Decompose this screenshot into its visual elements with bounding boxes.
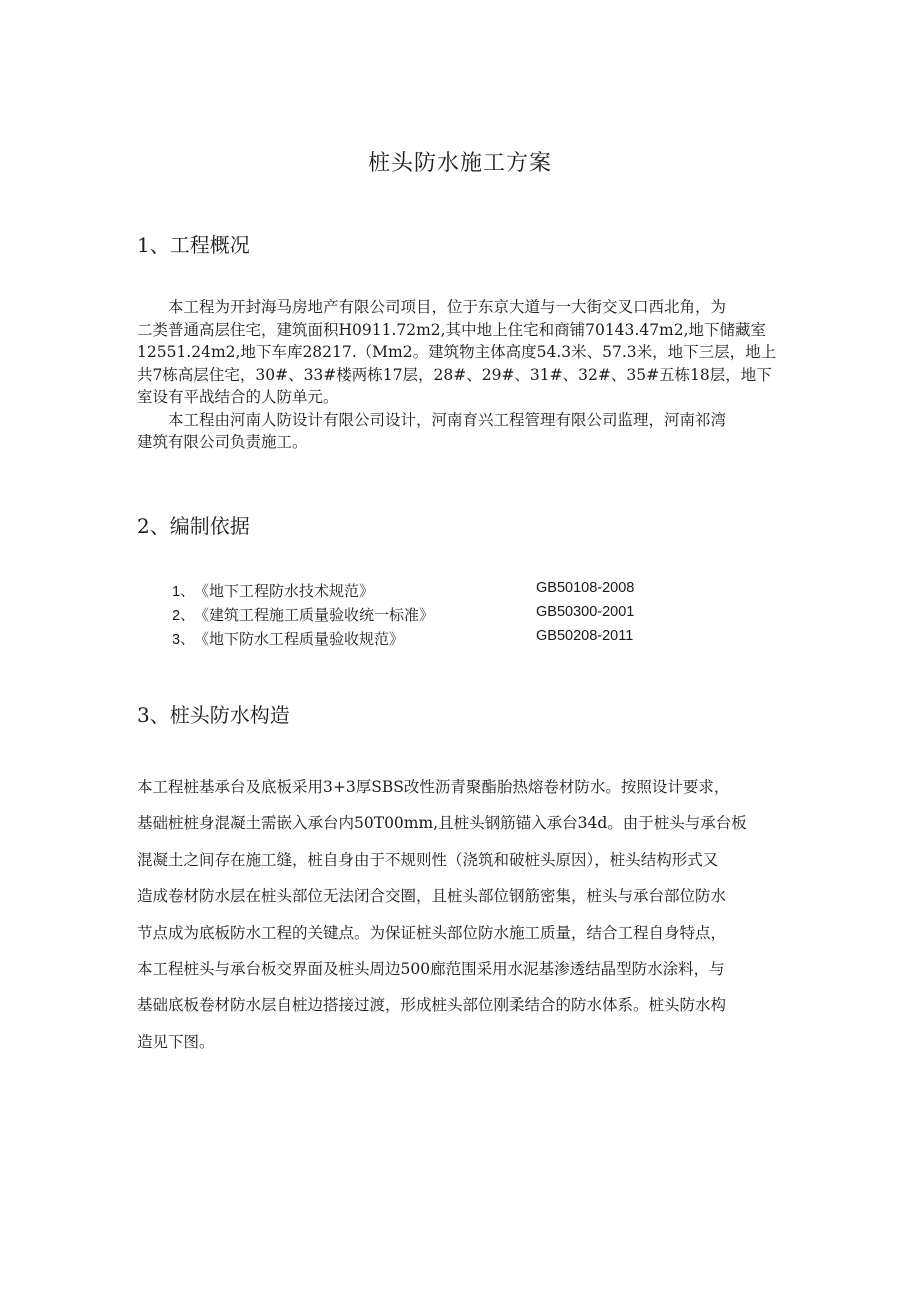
reference-code: GB50108-2008 [536,580,635,596]
paragraph-line: 节点成为底板防水工程的关键点。为保证桩头部位防水施工质量，结合工程自身特点， [137,923,727,942]
paragraph-line: 共7栋高层住宅，30#、33#楼两栋17层，28#、29#、31#、32#、35#五栋18层，地下 [137,365,772,384]
paragraph-line: 基础底板卷材防水层自桩边搭接过渡，形成桩头部位刚柔结合的防水体系。桩头防水构 [137,996,727,1015]
paragraph-line: 12551.24m2,地下车库28217.（Mm2。建筑物主体高度54.3米、57.3米，地下三层，地上 [137,343,777,361]
reference-item [172,628,692,652]
reference-number: 2、 [172,608,195,624]
paragraph-line: 建筑有限公司负责施工。 [137,433,308,451]
reference-number: 3、 [172,632,195,648]
reference-code: GB50208-2011 [536,628,634,644]
paragraph-line: 混凝土之间存在施工缝，桩自身由于不规则性（浇筑和破桩头原因），桩头结构形式又 [137,850,719,869]
paragraph-line: 本工程由河南人防设计有限公司设计，河南育兴工程管理有限公司监理，河南祁湾 [137,410,727,429]
reference-item [172,580,692,604]
reference-number: 1、 [172,584,195,600]
reference-title: 《地下防水工程质量验收规范》 [194,630,405,648]
reference-title: 《地下工程防水技术规范》 [194,582,375,600]
section-3-body [137,769,797,1060]
paragraph-line: 本工程为开封海马房地产有限公司项目，位于东京大道与一大街交叉口西北角，为 [137,298,727,316]
reference-title: 《建筑工程施工质量验收统一标准》 [194,606,435,624]
section-2-heading: 2、编制依据 [137,514,250,538]
document-title: 桩头防水施工方案 [367,151,552,176]
section-3-heading: 3、桩头防水构造 [137,703,290,727]
paragraph-line: 基础桩桩身混凝土需嵌入承台内50T00mm,且桩头钢筋锚入承台34d。由于桩头与承台板 [137,814,747,833]
section-1-body [137,296,787,454]
paragraph-line: 造成卷材防水层在桩头部位无法闭合交圈，且桩头部位钢筋密集，桩头与承台部位防水 [137,887,727,906]
section-1-heading: 1、工程概况 [137,233,250,257]
paragraph-line: 造见下图。 [137,1032,215,1051]
reference-code: GB50300-2001 [536,604,635,620]
paragraph-line: 二类普通高层住宅，建筑面积H0911.72m2,其中地上住宅和商铺70143.47m2,地下储藏室 [137,320,767,339]
reference-item [172,604,692,628]
paragraph-line: 本工程桩基承台及底板采用3+3厚SBS改性沥青聚酯胎热熔卷材防水。按照设计要求， [137,778,730,796]
paragraph-line: 室设有平战结合的人防单元。 [137,388,339,406]
paragraph-line: 本工程桩头与承台板交界面及桩头周边500廊范围采用水泥基渗透结晶型防水涂料，与 [137,959,725,978]
